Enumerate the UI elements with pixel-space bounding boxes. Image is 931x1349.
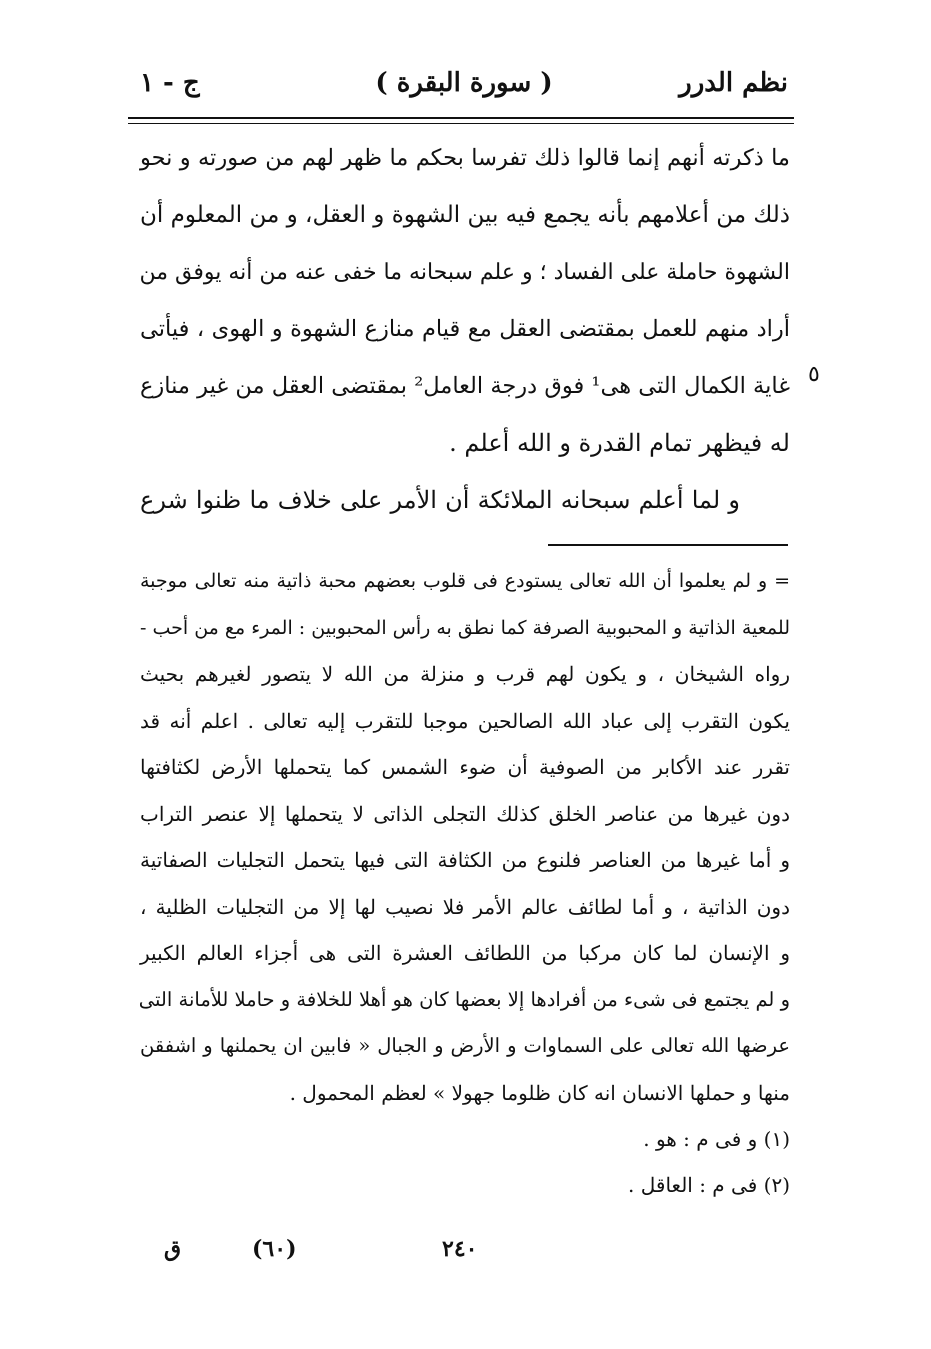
footnote-line: و أما غيرها من العناصر فلنوع من الكثافة التى فيها يتحمل التجليات الصفاتية	[140, 848, 790, 872]
footnote-line: دون غيرها من عناصر الخلق كذلك التجلى الذاتى لا يتحملها إلا عنصر التراب	[140, 801, 790, 826]
variant-note: (١) و فى م : هو .	[643, 1127, 790, 1151]
surah-title: ( سورة البقرة )	[375, 68, 553, 98]
main-line: و لما أعلم سبحانه الملائكة أن الأمر على خلاف ما ظنوا شرع	[140, 486, 740, 514]
footnote-line: للمعية الذاتية و المحبوبية الصرفة كما نطق به رأس المحبوبين : المرء مع من أحب -	[140, 616, 790, 639]
footnote-line: منها و حملها الانسان انه كان ظلوما جهولا » لعظم المحمول .	[289, 1080, 790, 1105]
footnotes	[140, 558, 790, 1208]
main-line: له فيظهر تمام القدرة و الله أعلم .	[449, 429, 790, 457]
footnote-line: = و لم يعلموا أن الله تعالى يستودع فى قلوب بعضهم محبة ذاتية منه تعالى موجبة	[140, 570, 790, 592]
running-header	[140, 68, 788, 112]
footnote-line: عرضها الله تعالى على السماوات و الأرض و الجبال « فابين ان يحملنها و اشفقن	[140, 1034, 790, 1057]
main-line: ذلك من أعلامهم بأنه يجمع فيه بين الشهوة و العقل، و من المعلوم أن	[140, 202, 790, 228]
header-rule	[128, 117, 794, 124]
main-line: ما ذكرته أنهم إنما قالوا ذلك تفرسا بحكم ما ظهر لهم من صورته و نحو	[140, 145, 790, 171]
volume-label: ج - ١	[140, 68, 200, 98]
main-text	[140, 130, 790, 529]
book-title: نظم الدرر	[679, 68, 788, 98]
line-number-marker: ٥	[808, 362, 820, 387]
main-line: الشهوة حاملة على الفساد ؛ و علم سبحانه ما خفى عنه من أنه يوفق من	[139, 260, 790, 285]
signature-number: (٦٠)	[252, 1236, 297, 1262]
main-line: أراد منهم للعمل بمقتضى العقل مع قيام منازع الشهوة و الهوى ، فيأتى	[140, 316, 790, 342]
signature-mark: ق	[164, 1236, 182, 1262]
page-footer	[140, 1236, 790, 1276]
footnote-line: و الإنسان لما كان مركبا من اللطائف العشرة التى هى أجزاء العالم الكبير	[140, 941, 790, 965]
page-number: ٢٤٠	[442, 1236, 478, 1262]
footnote-line: دون الذاتية ، و أما لطائف عالم الأمر فلا نصيب لها إلا من التجليات الظلية ،	[140, 894, 790, 919]
footnote-line: و لم يجتمع فى شىء من أفرادها إلا بعضها كان هو أهلا للخلافة و حاملا للأمانة التى	[138, 987, 790, 1011]
footnote-line: رواه الشيخان ، و يكون لهم قرب و منزلة من الله لا يتصور لغيرهم بحيث	[140, 662, 790, 686]
variant-note: (٢) فى م : العاقل .	[628, 1173, 790, 1197]
main-line: غاية الكمال التى هى¹ فوق درجة العامل² بمقتضى العقل من غير منازع	[140, 373, 790, 399]
footnote-line: تقرر عند الأكابر من الصوفية أن ضوء الشمس كما يتحملها الأرض لكثافتها	[140, 755, 790, 779]
footnote-line: يكون التقرب إلى عباد الله الصالحين موجبا للتقرب إليه تعالى . اعلم أنه قد	[140, 708, 790, 733]
footnote-rule	[548, 544, 788, 546]
